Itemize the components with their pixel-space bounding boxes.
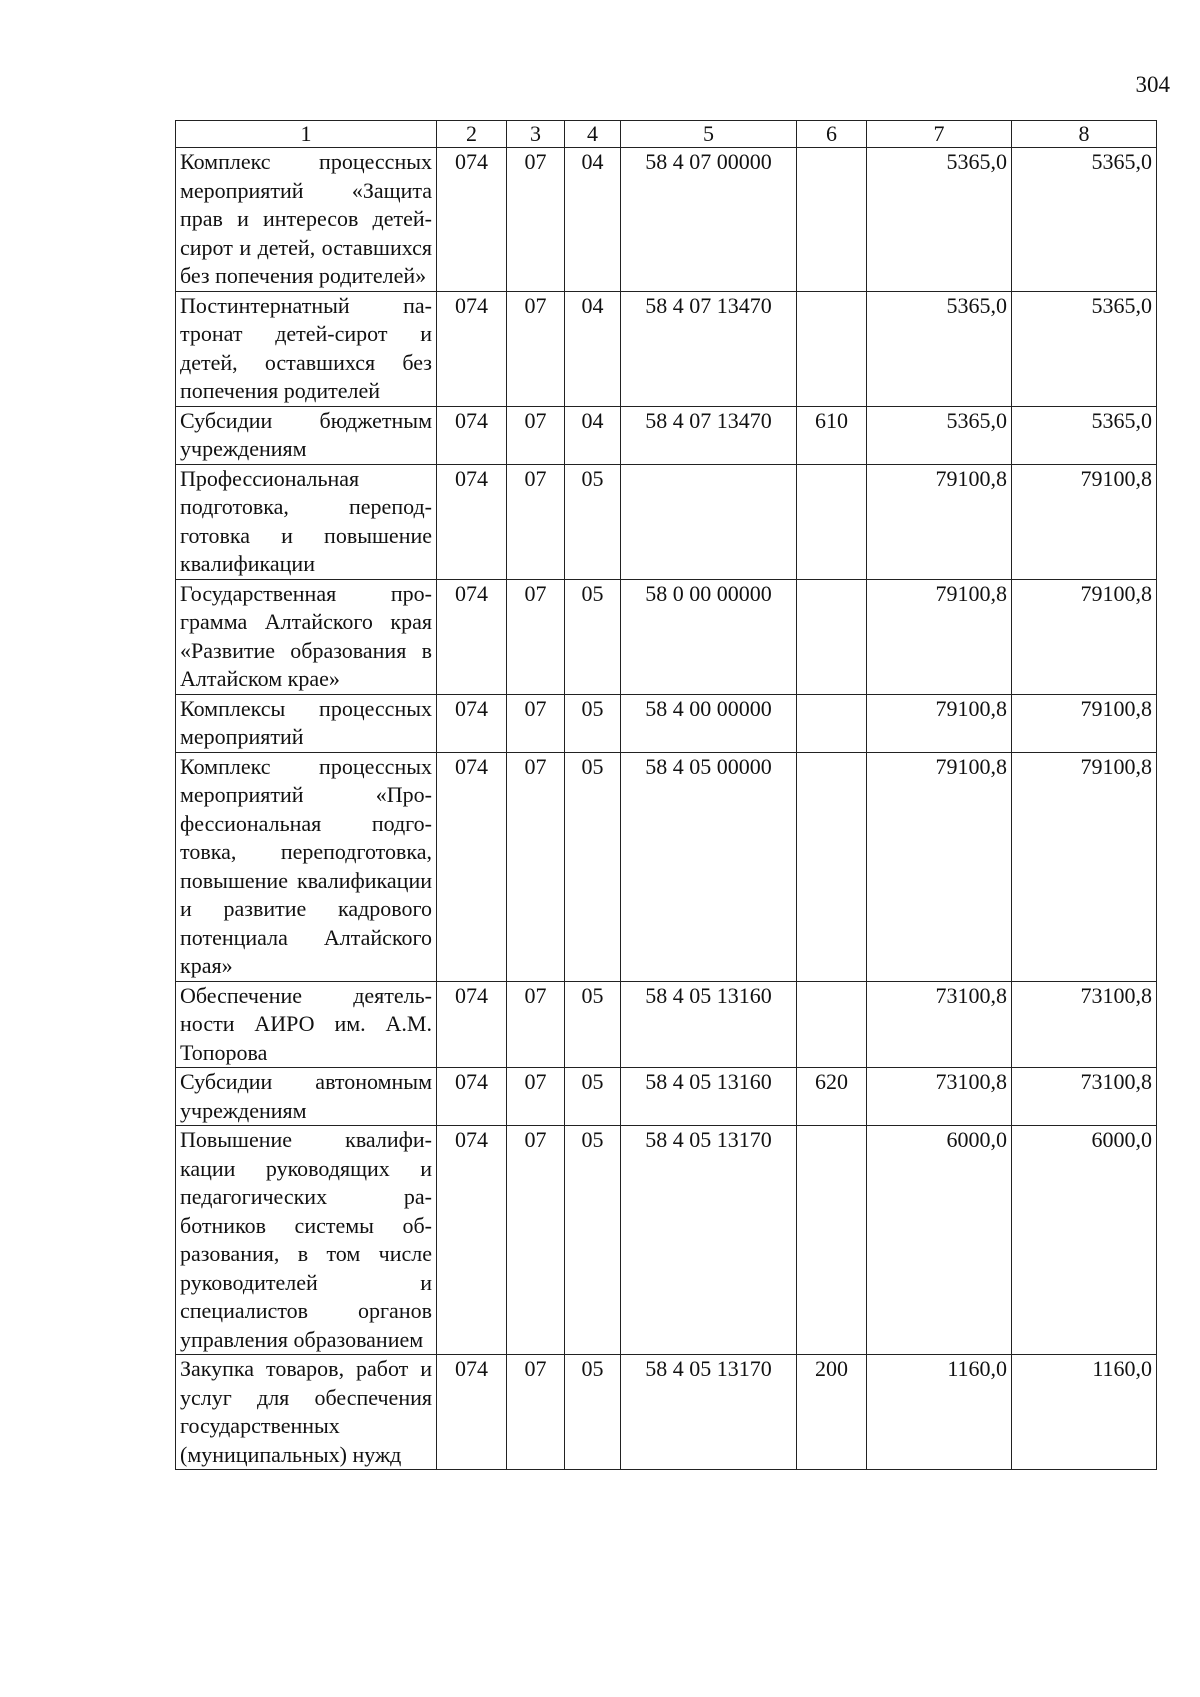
code-expense-type xyxy=(797,752,867,981)
code-subsection: 04 xyxy=(565,406,621,464)
table-row xyxy=(176,694,1157,752)
row-name: Субсидии бюджетным учреждениям xyxy=(176,406,437,464)
budget-table xyxy=(175,120,1157,1470)
amount-year-2: 79100,8 xyxy=(1012,694,1157,752)
row-name: Закупка товаров, работ и услуг для обеспечения государственных (муниципальных) нужд xyxy=(176,1355,437,1470)
amount-year-2: 5365,0 xyxy=(1012,291,1157,406)
code-section: 07 xyxy=(507,148,565,292)
code-expense-type xyxy=(797,981,867,1068)
code-expense-type xyxy=(797,1126,867,1355)
code-expense-type xyxy=(797,291,867,406)
column-header-1: 1 xyxy=(176,121,437,148)
table-row xyxy=(176,291,1157,406)
table-body xyxy=(176,148,1157,1470)
code-ministry: 074 xyxy=(437,981,507,1068)
amount-year-2: 5365,0 xyxy=(1012,406,1157,464)
code-expense-type xyxy=(797,694,867,752)
amount-year-1: 5365,0 xyxy=(867,406,1012,464)
code-subsection: 05 xyxy=(565,579,621,694)
amount-year-1: 79100,8 xyxy=(867,464,1012,579)
row-name: Постинтернатный патронат детей-сирот и детей, оставшихся без попечения родителей xyxy=(176,291,437,406)
amount-year-2: 73100,8 xyxy=(1012,1068,1157,1126)
table-row xyxy=(176,1068,1157,1126)
amount-year-1: 79100,8 xyxy=(867,579,1012,694)
amount-year-1: 5365,0 xyxy=(867,291,1012,406)
code-section: 07 xyxy=(507,1355,565,1470)
code-ministry: 074 xyxy=(437,579,507,694)
code-ministry: 074 xyxy=(437,694,507,752)
code-expense-type xyxy=(797,579,867,694)
amount-year-2: 79100,8 xyxy=(1012,752,1157,981)
code-subsection: 05 xyxy=(565,1068,621,1126)
code-ministry: 074 xyxy=(437,148,507,292)
code-target-article: 58 0 00 00000 xyxy=(621,579,797,694)
code-section: 07 xyxy=(507,1068,565,1126)
code-ministry: 074 xyxy=(437,1126,507,1355)
code-subsection: 05 xyxy=(565,1126,621,1355)
row-name: Государственная программа Алтайского края «Развитие образования в Алтайском крае» xyxy=(176,579,437,694)
column-header-6: 6 xyxy=(797,121,867,148)
amount-year-1: 5365,0 xyxy=(867,148,1012,292)
amount-year-2: 79100,8 xyxy=(1012,464,1157,579)
code-expense-type xyxy=(797,464,867,579)
code-ministry: 074 xyxy=(437,1068,507,1126)
code-subsection: 05 xyxy=(565,981,621,1068)
table-row xyxy=(176,148,1157,292)
table-row xyxy=(176,981,1157,1068)
code-target-article: 58 4 05 13170 xyxy=(621,1355,797,1470)
code-target-article xyxy=(621,464,797,579)
code-section: 07 xyxy=(507,981,565,1068)
code-ministry: 074 xyxy=(437,752,507,981)
code-section: 07 xyxy=(507,752,565,981)
code-subsection: 05 xyxy=(565,694,621,752)
code-target-article: 58 4 05 13160 xyxy=(621,981,797,1068)
code-target-article: 58 4 07 13470 xyxy=(621,291,797,406)
code-section: 07 xyxy=(507,291,565,406)
code-target-article: 58 4 05 00000 xyxy=(621,752,797,981)
row-name: Обеспечение деятельности АИРО им. А.М. Топорова xyxy=(176,981,437,1068)
code-section: 07 xyxy=(507,694,565,752)
column-header-5: 5 xyxy=(621,121,797,148)
column-header-8: 8 xyxy=(1012,121,1157,148)
column-header-3: 3 xyxy=(507,121,565,148)
code-subsection: 04 xyxy=(565,148,621,292)
code-section: 07 xyxy=(507,464,565,579)
code-section: 07 xyxy=(507,406,565,464)
header-row xyxy=(176,121,1157,148)
row-name: Комплекс процессных мероприятий «Защита прав и интересов детей-сирот и детей, оставшихся без попечения родителей» xyxy=(176,148,437,292)
amount-year-2: 6000,0 xyxy=(1012,1126,1157,1355)
table-row xyxy=(176,1126,1157,1355)
amount-year-1: 79100,8 xyxy=(867,694,1012,752)
code-ministry: 074 xyxy=(437,1355,507,1470)
amount-year-2: 5365,0 xyxy=(1012,148,1157,292)
table-row xyxy=(176,579,1157,694)
amount-year-2: 73100,8 xyxy=(1012,981,1157,1068)
amount-year-1: 73100,8 xyxy=(867,1068,1012,1126)
row-name: Профессиональная подготовка, переподготовка и повышение квалификации xyxy=(176,464,437,579)
code-expense-type xyxy=(797,148,867,292)
table-row xyxy=(176,406,1157,464)
table-row xyxy=(176,752,1157,981)
code-target-article: 58 4 05 13170 xyxy=(621,1126,797,1355)
amount-year-2: 1160,0 xyxy=(1012,1355,1157,1470)
code-subsection: 05 xyxy=(565,752,621,981)
code-expense-type: 200 xyxy=(797,1355,867,1470)
code-ministry: 074 xyxy=(437,464,507,579)
amount-year-1: 73100,8 xyxy=(867,981,1012,1068)
code-target-article: 58 4 07 00000 xyxy=(621,148,797,292)
page-number: 304 xyxy=(1135,72,1170,97)
code-target-article: 58 4 07 13470 xyxy=(621,406,797,464)
column-header-2: 2 xyxy=(437,121,507,148)
table-row xyxy=(176,464,1157,579)
row-name: Комплексы процессных мероприятий xyxy=(176,694,437,752)
row-name: Субсидии автономным учреждениям xyxy=(176,1068,437,1126)
table-row xyxy=(176,1355,1157,1470)
code-subsection: 04 xyxy=(565,291,621,406)
code-ministry: 074 xyxy=(437,291,507,406)
amount-year-1: 79100,8 xyxy=(867,752,1012,981)
code-section: 07 xyxy=(507,1126,565,1355)
code-subsection: 05 xyxy=(565,464,621,579)
row-name: Комплекс процессных мероприятий «Профессиональная подготовка, переподготовка, повышение квалификации и развитие кадрового потенциала Алтайского края» xyxy=(176,752,437,981)
code-expense-type: 610 xyxy=(797,406,867,464)
code-expense-type: 620 xyxy=(797,1068,867,1126)
code-subsection: 05 xyxy=(565,1355,621,1470)
amount-year-2: 79100,8 xyxy=(1012,579,1157,694)
column-header-4: 4 xyxy=(565,121,621,148)
amount-year-1: 6000,0 xyxy=(867,1126,1012,1355)
row-name: Повышение квалификации руководящих и педагогических работников системы образования, в том числе руководителей и специалистов органов управления образованием xyxy=(176,1126,437,1355)
code-target-article: 58 4 00 00000 xyxy=(621,694,797,752)
code-section: 07 xyxy=(507,579,565,694)
code-ministry: 074 xyxy=(437,406,507,464)
column-header-7: 7 xyxy=(867,121,1012,148)
code-target-article: 58 4 05 13160 xyxy=(621,1068,797,1126)
amount-year-1: 1160,0 xyxy=(867,1355,1012,1470)
